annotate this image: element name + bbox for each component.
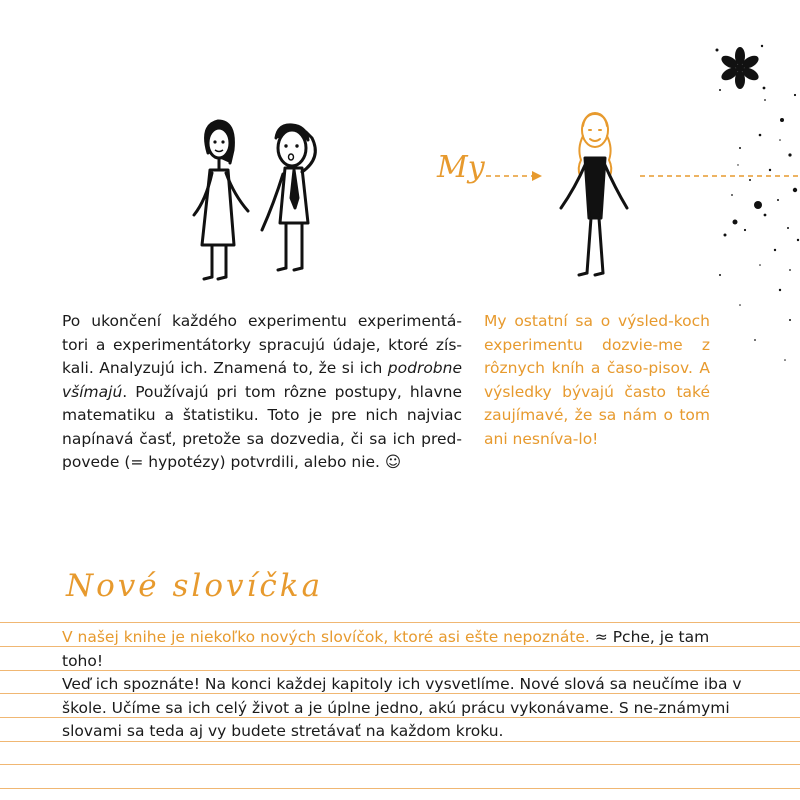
stick-figure-girl-braids	[555, 108, 635, 283]
experiment-text-1: Po ukončení každého experimentu experimentá-tori a experimentátorky spracujú údaje, ktoré zís-kali. Analyzujú ich. Znamená to, že si ich	[62, 312, 462, 377]
vocab-response: ≈ Pche, je tam toho!	[62, 628, 710, 670]
experiment-paragraph	[62, 310, 462, 475]
vocab-paragraph	[62, 626, 752, 744]
my-label: My	[437, 150, 485, 185]
vocab-highlight: V našej knihe je niekoľko nových slovíčok, ktoré asi ešte nepoznáte.	[62, 628, 590, 646]
stick-figure-girl	[188, 115, 258, 290]
vocab-body: Veď ich spoznáte! Na konci každej kapitoly ich vysvetlíme. Nové slová sa neučíme iba v škole. Učíme sa ich celý život a je úplne jedno, akú prácu vykonávame. S ne-známymi slovami sa teda aj vy budete stretávať na každom kroku.	[62, 675, 742, 741]
experiment-text-2: . Používajú pri tom rôzne postupy, hlavne matematiku a štatistiku. Toto je pre nich najviac napínavá časť, pretože sa dozvedia, či sa ich pred-povede (= hypotézy) potvrdili, alebo nie. ☺	[62, 382, 462, 471]
stick-figure-boy	[252, 118, 332, 288]
results-paragraph: My ostatní sa o výsled-koch experimentu dozvie-me z rôznych kníh a časo-pisov. A výsledky bývajú často také zaujímavé, že sa nám o tom ani nesníva-lo!	[484, 312, 710, 448]
emphasis-text: podrobne všímajú	[62, 359, 462, 401]
section-heading: Nové slovíčka	[66, 568, 324, 604]
dashed-line	[640, 168, 800, 184]
arrow-right-icon	[486, 168, 546, 184]
